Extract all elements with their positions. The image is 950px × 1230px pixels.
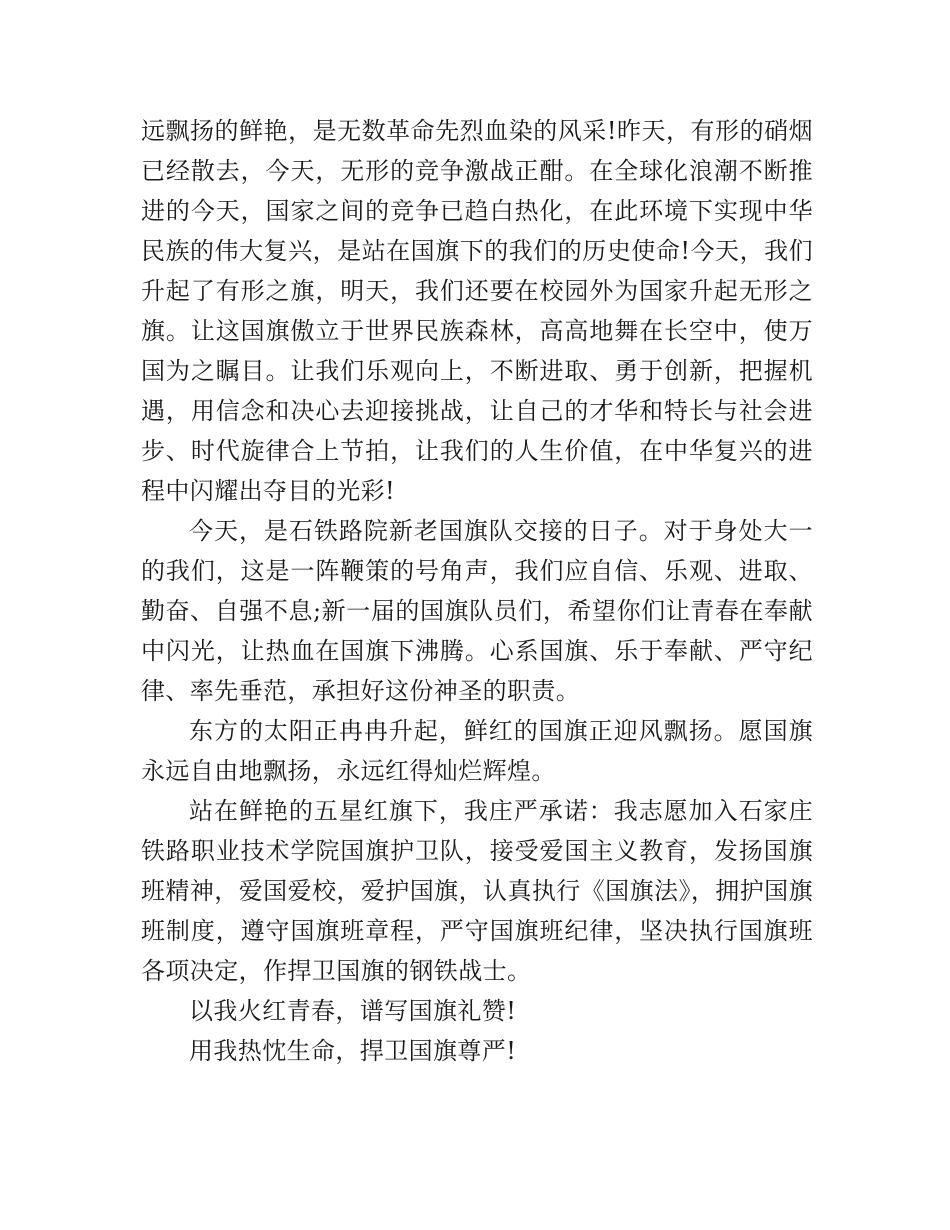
paragraph-slogan-life: 用我热忱生命，捍卫国旗尊严!	[189, 1037, 517, 1065]
paragraph-pledge: 站在鲜艳的五星红旗下，我庄严承诺：我志愿加入石家庄铁路职业技术学院国旗护卫队，接受爱国主义教育，发扬国旗班精神，爱国爱校，爱护国旗，认真执行《国旗法》，拥护国旗班制度，遵守国旗班章程，严守国旗班纪律，坚决执行国旗班各项决定，作捍卫国旗的钢铁战士。	[141, 797, 813, 985]
paragraph-slogan-youth: 以我火红青春，谱写国旗礼赞!	[189, 997, 517, 1025]
paragraph-continuation: 远飘扬的鲜艳，是无数革命先烈血染的风采!昨天，有形的硝烟已经散去，今天，无形的竞争激战正酣。在全球化浪潮不断推进的今天，国家之间的竞争已趋白热化，在此环境下实现中华民族的伟大复兴，是站在国旗下的我们的历史使命!今天，我们升起了有形之旗，明天，我们还要在校园外为国家升起无形之旗。让这国旗傲立于世界民族森林，高高地舞在长空中，使万国为之瞩目。让我们乐观向上，不断进取、勇于创新，把握机遇，用信念和决心去迎接挑战，让自己的才华和特长与社会进步、时代旋律合上节拍，让我们的人生价值，在中华复兴的进程中闪耀出夺目的光彩!	[141, 117, 813, 505]
paragraph-sunrise: 东方的太阳正冉冉升起，鲜红的国旗正迎风飘扬。愿国旗永远自由地飘扬，永远红得灿烂辉煌。	[141, 717, 813, 785]
document-body	[141, 111, 813, 1071]
paragraph-flag-handover: 今天，是石铁路院新老国旗队交接的日子。对于身处大一的我们，这是一阵鞭策的号角声，我们应自信、乐观、进取、勤奋、自强不息;新一届的国旗队员们，希望你们让青春在奉献中闪光，让热血在国旗下沸腾。心系国旗、乐于奉献、严守纪律、率先垂范，承担好这份神圣的职责。	[141, 517, 813, 705]
